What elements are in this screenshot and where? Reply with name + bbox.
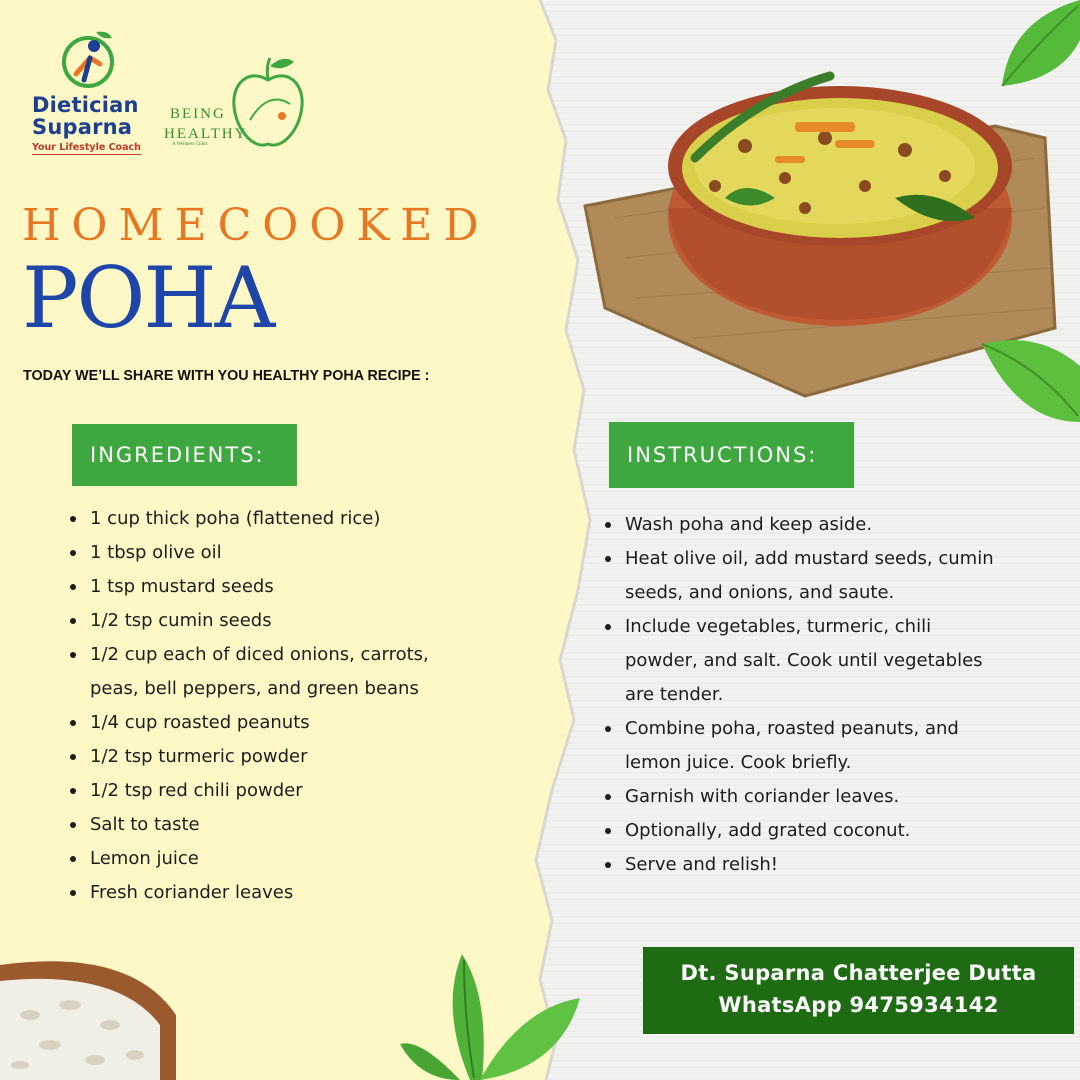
dietician-name: Dt. Suparna Chatterjee Dutta bbox=[680, 961, 1037, 985]
basil-leaf-icon bbox=[1000, 0, 1080, 90]
ingredients-list bbox=[68, 502, 448, 910]
logo-text-suparna: Suparna bbox=[32, 115, 133, 139]
logo-text-dietician: Dietician bbox=[32, 93, 139, 117]
list-item: Lemon juice bbox=[68, 842, 448, 876]
basil-leaf-icon bbox=[978, 336, 1080, 426]
dietician-suparna-logo bbox=[28, 30, 148, 160]
list-item: Include vegetables, turmeric, chili powder, and salt. Cook until vegetables are tender. bbox=[603, 610, 1003, 712]
list-item: 1/2 tsp turmeric powder bbox=[68, 740, 448, 774]
list-item: Serve and relish! bbox=[603, 848, 1003, 882]
intro-text: TODAY WE’LL SHARE WITH YOU HEALTHY POHA RECIPE : bbox=[23, 368, 430, 384]
whatsapp-number[interactable]: WhatsApp 9475934142 bbox=[718, 993, 999, 1017]
instructions-heading: INSTRUCTIONS: bbox=[609, 422, 854, 488]
list-item: 1/2 tsp red chili powder bbox=[68, 774, 448, 808]
list-item: Wash poha and keep aside. bbox=[603, 508, 1003, 542]
title-poha: POHA bbox=[22, 249, 274, 347]
list-item: Salt to taste bbox=[68, 808, 448, 842]
list-item: Fresh coriander leaves bbox=[68, 876, 448, 910]
ingredients-heading: INGREDIENTS: bbox=[72, 424, 297, 486]
list-item: 1 tsp mustard seeds bbox=[68, 570, 448, 604]
list-item: Combine poha, roasted peanuts, and lemon juice. Cook briefly. bbox=[603, 712, 1003, 780]
logo-subtext: A Wellness Clinic bbox=[172, 142, 208, 147]
list-item: Garnish with coriander leaves. bbox=[603, 780, 1003, 814]
basil-leaf-icon bbox=[400, 948, 580, 1080]
list-item: 1/4 cup roasted peanuts bbox=[68, 706, 448, 740]
list-item: Heat olive oil, add mustard seeds, cumin seeds, and onions, and saute. bbox=[603, 542, 1003, 610]
instructions-list bbox=[603, 508, 1003, 882]
list-item: Optionally, add grated coconut. bbox=[603, 814, 1003, 848]
runner-icon bbox=[56, 30, 116, 92]
list-item: 1 cup thick poha (flattened rice) bbox=[68, 502, 448, 536]
logo-text-healthy: HEALTHY bbox=[164, 126, 248, 142]
logo-tagline: Your Lifestyle Coach bbox=[32, 142, 141, 153]
contact-box bbox=[643, 947, 1074, 1034]
list-item: 1/2 tsp cumin seeds bbox=[68, 604, 448, 638]
logo-text-being: BEING bbox=[170, 106, 226, 122]
being-healthy-logo bbox=[158, 50, 308, 160]
poha-flakes-bowl-image bbox=[0, 955, 180, 1080]
list-item: 1 tbsp olive oil bbox=[68, 536, 448, 570]
title-homecooked: HOMECOOKED bbox=[22, 200, 490, 251]
list-item: 1/2 cup each of diced onions, carrots, peas, bell peppers, and green beans bbox=[68, 638, 448, 706]
